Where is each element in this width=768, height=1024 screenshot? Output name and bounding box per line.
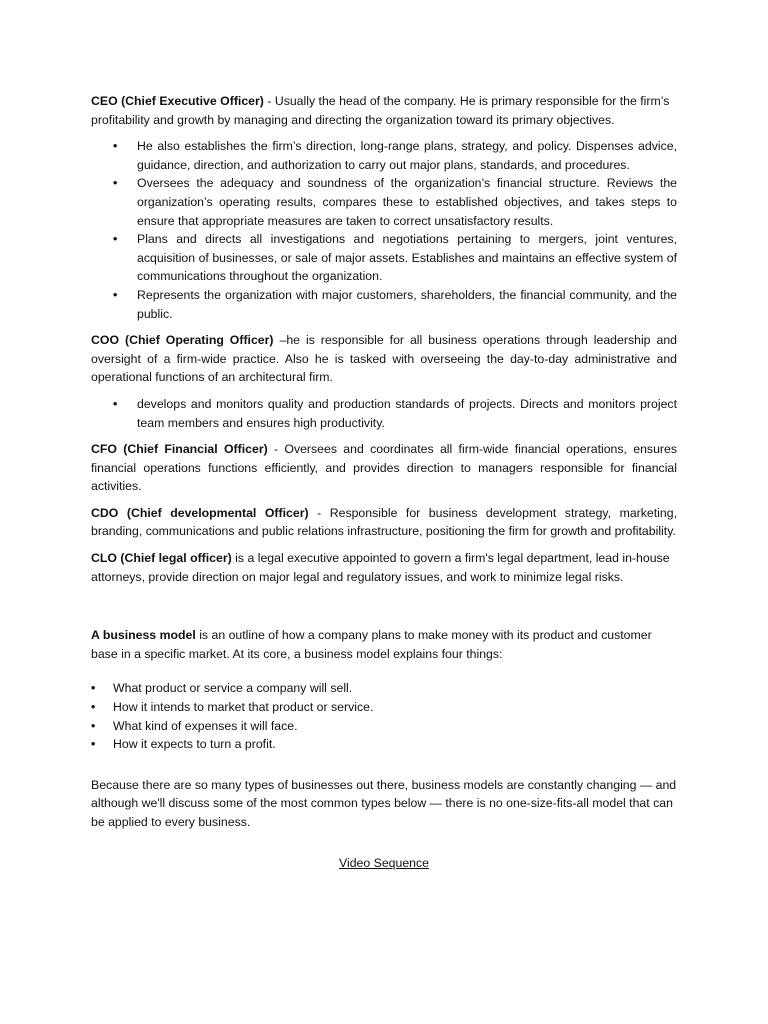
list-item: • How it expects to turn a profit. <box>91 735 677 754</box>
list-item: • He also establishes the firm’s direction, long-range plans, strategy, and policy. Dispenses advice, guidance, direction, and authorization to carry out major plans, standards, and procedures. <box>113 139 677 172</box>
bullet-icon: • <box>91 681 96 696</box>
list-item: • How it intends to market that product or service. <box>91 698 677 717</box>
business-model-paragraph <box>91 626 677 663</box>
video-sequence-heading: Video Sequence <box>338 855 430 870</box>
list-item: • Oversees the adequacy and soundness of the organization’s financial structure. Reviews the organization’s operating results, compares these to established objectives, and takes steps to ensure that appropriate measures are taken to correct unsatisfactory results. <box>113 176 677 228</box>
list-item: • Represents the organization with major customers, shareholders, the financial community, and the public. <box>113 287 677 321</box>
cdo-paragraph <box>91 504 677 541</box>
business-model-term: A business model <box>91 628 196 643</box>
coo-term: COO (Chief Operating Officer) <box>91 333 274 348</box>
bullet-icon: • <box>113 396 118 411</box>
coo-description: –he is responsible for all business operations through leadership and oversight of a firm-wide practice. Also he is tasked with overseeing the day-to-day administrative and operational functions of an architectural firm. <box>91 333 677 385</box>
cdo-term: CDO (Chief developmental Officer) <box>91 505 309 520</box>
cfo-description: - Oversees and coordinates all firm-wide financial operations, ensures financial operations functions efficiently, and provides direction to managers responsible for financial activities. <box>91 442 678 494</box>
bullet-icon: • <box>91 737 96 752</box>
clo-description: is a legal executive appointed to govern a firm's legal department, lead in-house attorneys, provide direction on major legal and regulatory issues, and work to minimize legal risks. <box>91 551 670 584</box>
list-item: • develops and monitors quality and production standards of projects. Directs and monitors project team members and ensures high productivity. <box>113 396 677 430</box>
coo-paragraph <box>91 331 677 387</box>
bullet-icon: • <box>113 232 118 247</box>
bullet-icon: • <box>113 139 118 154</box>
cfo-term: CFO (Chief Financial Officer) <box>91 442 268 457</box>
ceo-duties-list <box>91 137 677 323</box>
cdo-description: - Responsible for business development strategy, marketing, branding, communications and public relations infrastructure, positioning the firm for growth and profitability. <box>91 505 677 539</box>
business-model-closing: Because there are so many types of businesses out there, business models are constantly changing — and although we'll discuss some of the most common types below — there is no one-size-fits-all model that can be applied to every business. <box>91 777 677 829</box>
business-model-list <box>91 679 677 753</box>
list-item: • What product or service a company will sell. <box>91 679 677 698</box>
bullet-icon: • <box>113 287 118 302</box>
coo-duties-list <box>91 395 677 432</box>
clo-paragraph <box>91 549 677 586</box>
ceo-term: CEO (Chief Executive Officer) <box>91 94 264 108</box>
ceo-description: - Usually the head of the company. He is primary responsible for the firm’s profitability and growth by managing and directing the organization toward its primary objectives. <box>91 94 670 127</box>
ceo-paragraph <box>91 92 677 129</box>
cfo-paragraph <box>91 440 677 496</box>
bullet-icon: • <box>91 700 96 715</box>
list-item: • Plans and directs all investigations and negotiations pertaining to mergers, joint ventures, acquisition of businesses, or sale of major assets. Establishes and maintains an effective system of communications throughout the organization. <box>113 232 677 284</box>
clo-term: CLO (Chief legal officer) <box>91 551 232 566</box>
bullet-icon: • <box>113 176 118 191</box>
bullet-icon: • <box>91 718 96 733</box>
list-item: • What kind of expenses it will face. <box>91 717 677 736</box>
business-model-description: is an outline of how a company plans to make money with its product and customer base in a specific market. At its core, a business model explains four things: <box>91 628 652 661</box>
